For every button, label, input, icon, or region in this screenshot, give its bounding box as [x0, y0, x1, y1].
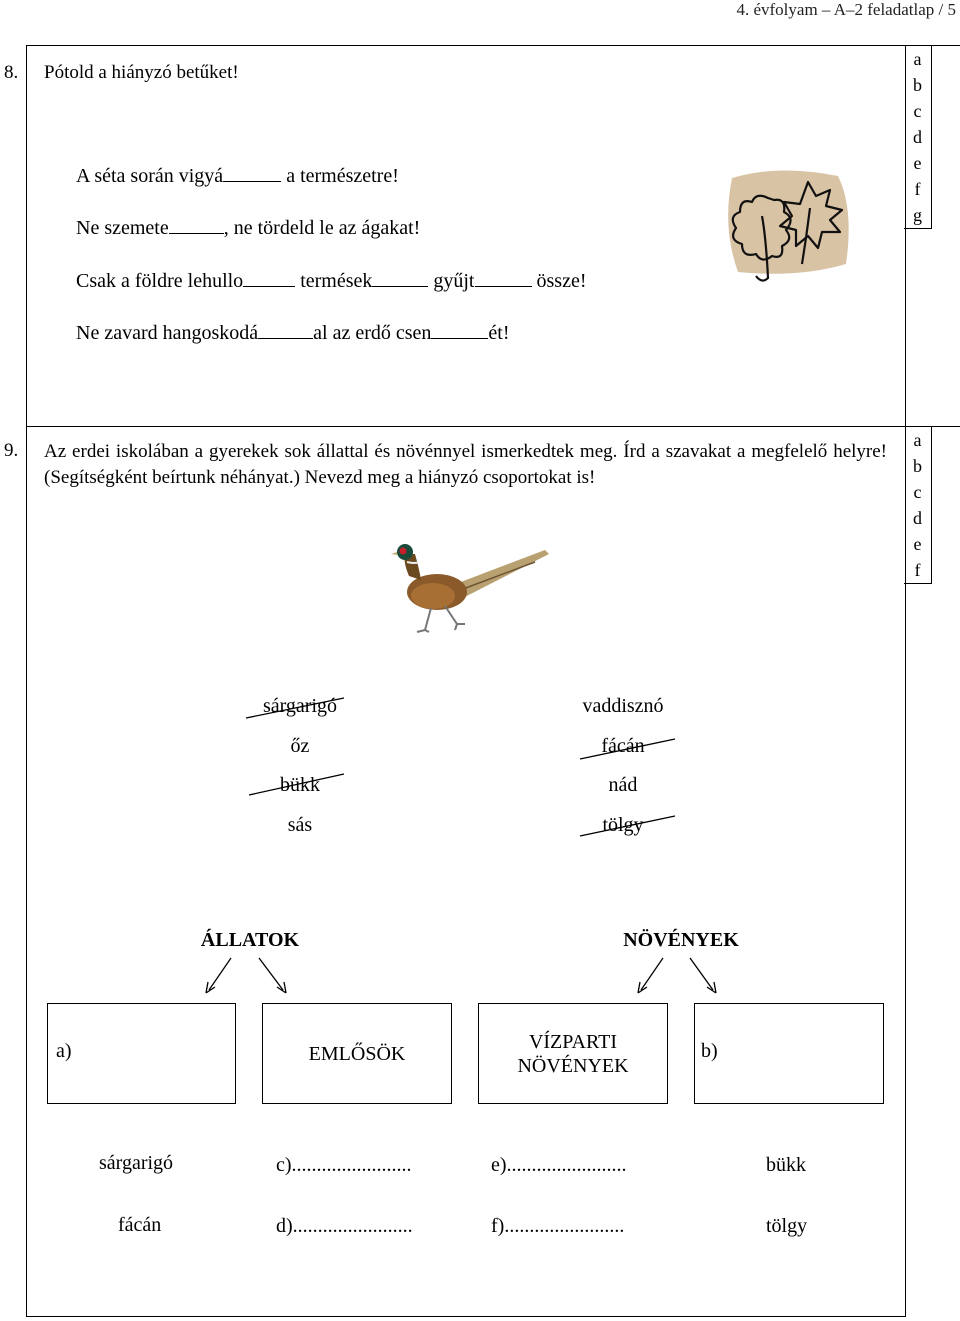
word-item: fácán — [601, 735, 645, 757]
strike-line — [580, 816, 675, 836]
strike-line — [246, 698, 344, 718]
category-animals: ÁLLATOK — [200, 929, 300, 951]
answer-field-c[interactable]: c)........................ — [276, 1154, 412, 1176]
score-cell[interactable]: c — [913, 482, 922, 502]
word-item: vaddisznó — [582, 695, 664, 717]
word-item: sárgarigó — [262, 695, 338, 717]
score-cell[interactable]: a — [913, 430, 922, 450]
score-cell[interactable]: f — [914, 179, 921, 199]
score-cell[interactable]: b — [913, 75, 922, 95]
box-label: a) — [56, 1040, 72, 1062]
sentence-text: gyűjt — [433, 270, 475, 292]
word-item: bükk — [280, 774, 320, 796]
task9-instruction: Az erdei iskolában a gyerekek sok állattal és növénnyel ismerkedtek meg. Írd a szavakat a megfelelő helyre! (Segítségként beírtunk néhányat.) Nevezd meg a hiányzó csoportokat is! — [44, 441, 887, 488]
word-item: sás — [287, 814, 313, 836]
sentence-text: Ne zavard hangoskodá — [76, 322, 259, 344]
box-label: EMLŐSÖK — [308, 1043, 406, 1065]
sentence-text: a természetre! — [286, 165, 399, 187]
sentence-text: , ne tördeld le az ágakat! — [223, 217, 421, 239]
score-cell[interactable]: a — [913, 49, 922, 69]
score-cell[interactable]: b — [913, 456, 922, 476]
category-plants: NÖVÉNYEK — [623, 929, 739, 951]
word-item: nád — [608, 774, 638, 796]
answer-word: fácán — [118, 1214, 162, 1236]
answer-field-f[interactable]: f)........................ — [491, 1215, 625, 1237]
box-label: VÍZPARTI — [528, 1031, 618, 1053]
score-cell[interactable]: d — [913, 127, 922, 147]
page-header: 4. évfolyam – A–2 feladatlap / 5 — [736, 0, 956, 19]
sentence-text: ét! — [488, 322, 510, 344]
task8-number: 8. — [4, 62, 19, 83]
sentence-text: össze! — [536, 270, 587, 292]
word-item: tölgy — [602, 814, 644, 836]
score-cell[interactable]: g — [913, 205, 922, 225]
sentence-text: A séta során vigyá — [76, 165, 224, 187]
sentence-text: al az erdő csen — [313, 322, 432, 344]
answer-word: bükk — [766, 1154, 806, 1176]
group-box-a[interactable] — [47, 1003, 236, 1104]
answer-field-e[interactable]: e)........................ — [491, 1154, 627, 1176]
strike-line — [580, 739, 675, 759]
task9-number: 9. — [4, 440, 19, 461]
answer-word: sárgarigó — [99, 1152, 174, 1174]
score-cell[interactable]: f — [914, 560, 921, 580]
score-cell[interactable]: c — [913, 101, 922, 121]
task8-title: Pótold a hiányzó betűket! — [44, 62, 239, 83]
word-item: őz — [290, 735, 310, 757]
sentence-text: Csak a földre lehullo — [76, 270, 244, 292]
sentence-text: Ne szemete — [76, 217, 169, 239]
group-box-b[interactable] — [694, 1003, 884, 1104]
answer-field-d[interactable]: d)........................ — [276, 1215, 413, 1237]
arrow-icon — [206, 958, 716, 993]
strike-line — [249, 774, 344, 795]
box-label: NÖVÉNYEK — [517, 1055, 629, 1077]
box-label: b) — [701, 1040, 718, 1062]
group-box-mammals — [262, 1003, 452, 1104]
score-cell[interactable]: e — [913, 153, 922, 173]
answer-word: tölgy — [766, 1215, 808, 1237]
group-box-waterside-plants — [478, 1003, 668, 1104]
score-cell[interactable]: d — [913, 508, 922, 528]
sentence-text: termések — [300, 270, 373, 292]
score-cell[interactable]: e — [913, 534, 922, 554]
